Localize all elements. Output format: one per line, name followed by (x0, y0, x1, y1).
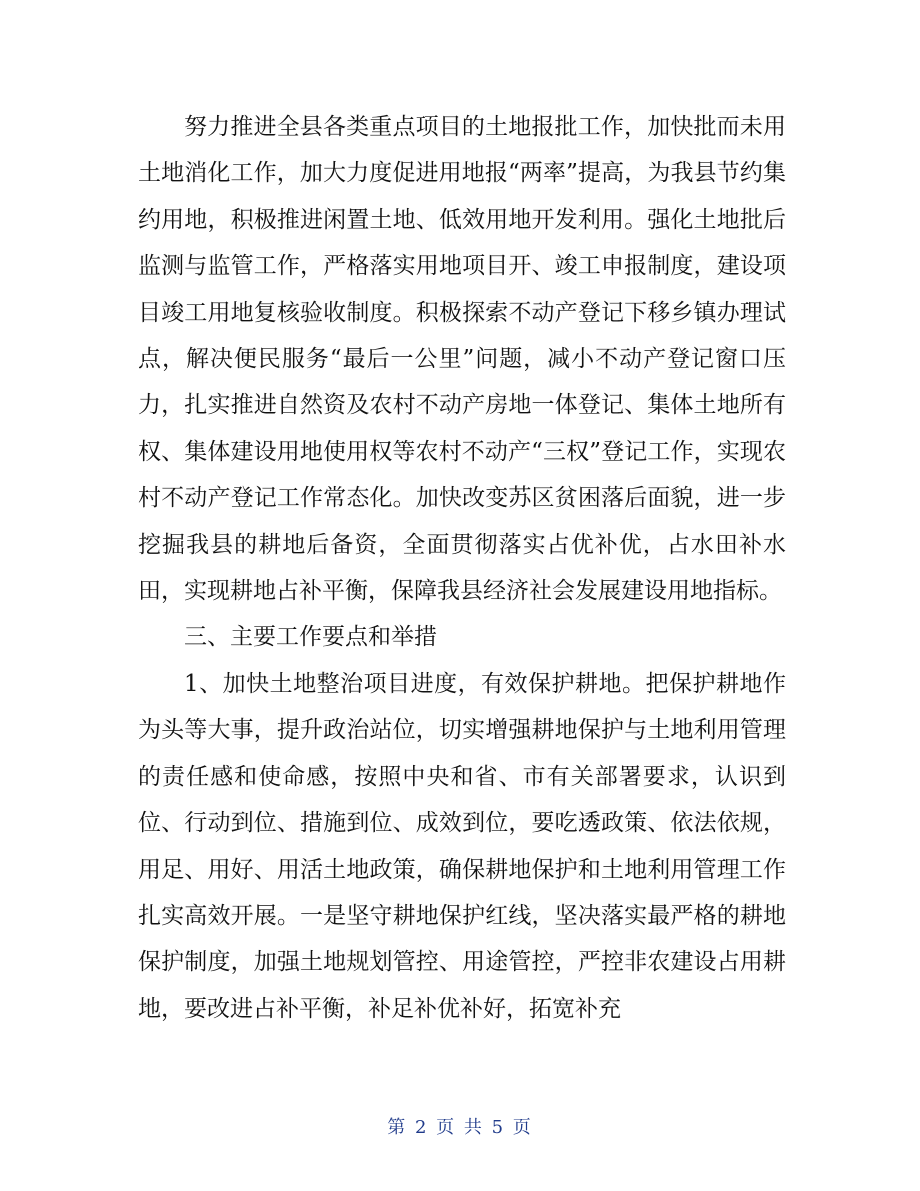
paragraph-land-approval: 努力推进全县各类重点项目的土地报批工作，加快批而未用土地消化工作，加大力度促进用地报“两率”提高，为我县节约集约用地，积极推进闲置土地、低效用地开发利用。强化土地批后监测与监管工作，严格落实用地项目开、竣工申报制度，建设项目竣工用地复核验收制度。积极探索不动产登记下移乡镇办理试点，解决便民服务“最后一公里”问题，减小不动产登记窗口压力，扎实推进自然资及农村不动产房地一体登记、集体土地所有权、集体建设用地使用权等农村不动产“三权”登记工作，实现农村不动产登记工作常态化。加快改变苏区贫困落后面貌，进一步挖掘我县的耕地后备资，全面贯彻落实占优补优，占水田补水田，实现耕地占补平衡，保障我县经济社会发展建设用地指标。 (138, 114, 786, 605)
paragraph-farmland-protection: 1、加快土地整治项目进度，有效保护耕地。把保护耕地作为头等大事，提升政治站位，切实增强耕地保护与土地利用管理的责任感和使命感，按照中央和省、市有关部署要求，认识到位、行动到位、措施到位、成效到位，要吃透政策、依法依规，用足、用好、用活土地政策，确保耕地保护和土地利用管理工作扎实高效开展。一是坚守耕地保护红线，坚决落实最严格的耕地保护制度，加强土地规划管控、用途管控，严控非农建设占用耕地，要改进占补平衡，补足补优补好，拓宽补充 (138, 670, 786, 1022)
page-footer (0, 1113, 920, 1139)
body-text (138, 104, 786, 1032)
section-heading: 三、主要工作要点和举措 (184, 624, 437, 651)
page-number-label: 第 2 页 共 5 页 (387, 1117, 533, 1138)
